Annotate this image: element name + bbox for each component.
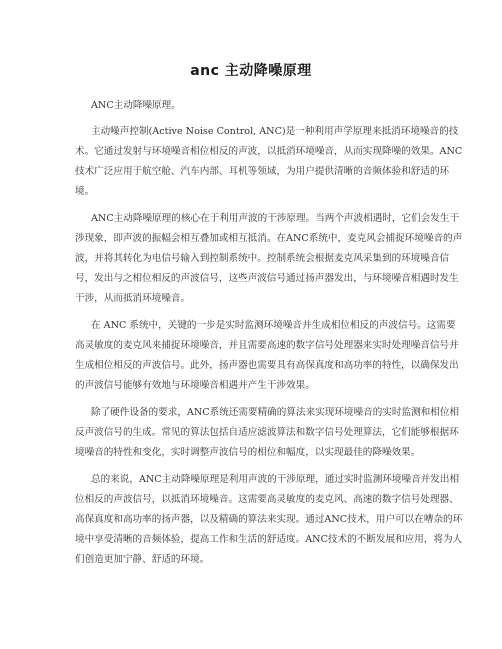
document-title: anc 主动降噪原理: [190, 63, 312, 79]
paragraph-algorithms: 除了硬件设备的要求，ANC系统还需要精确的算法来实现环境噪音的实时监测和相位相反声波信号的生成。常见的算法包括自适应滤波算法和数字信号处理算法，它们能够根据环境噪音的特性和变化，实时调整声波信号的相位和幅度，以实现最佳的降噪效果。: [75, 407, 460, 458]
paragraph-realtime: 在 ANC 系统中，关键的一步是实时监测环境噪音并生成相位相反的声波信号。这需要高灵敏度的麦克风来捕捉环境噪音，并且需要高速的数字信号处理器来实时处理噪音信号并生成相位相反的声波信号。此外，扬声器也需要具有高保真度和高功率的特性，以确保发出的声波信号能够有效地与环境噪音相遇并产生干涉效果。: [75, 320, 459, 391]
paragraph-interference: ANC主动降噪原理的核心在于利用声波的干涉原理。当两个声波相遇时，它们会发生干涉现象，即声波的振幅会相互叠加或相互抵消。在ANC系统中，麦克风会捕捉环境噪音的声波，并将其转化为电信号输入到控制系统中。控制系统会根据麦克风采集到的环境噪音信号，发出与之相位相反的声波信号，这些声波信号通过扬声器发出，与环境噪音相遇时发生干涉，从而抵消环境噪音。: [75, 213, 463, 304]
paragraph-intro: ANC主动降噪原理。: [91, 100, 181, 111]
paragraph-summary: 总的来说，ANC主动降噪原理是利用声波的干涉原理，通过实时监测环境噪音并发出相位相反的声波信号，以抵消环境噪音。这需要高灵敏度的麦克风、高速的数字信号处理器、高保真度和高功率的扬声器，以及精确的算法来实现。通过ANC技术，用户可以在嘈杂的环境中享受清晰的音频体验，提高工作和生活的舒适度。ANC技术的不断发展和应用，将为人们创造更加宁静、舒适的环境。: [75, 474, 463, 565]
document-body: [75, 96, 463, 577]
paragraph-definition: 主动噪声控制(Active Noise Control, ANC)是一种利用声学原理来抵消环境噪音的技术。它通过发射与环境噪音相位相反的声波，以抵消环境噪音，从而实现降噪的效果。ANC技术广泛应用于航空舱、汽车内部、耳机等领域，为用户提供清晰的音频体验和舒适的环境。: [75, 126, 463, 197]
